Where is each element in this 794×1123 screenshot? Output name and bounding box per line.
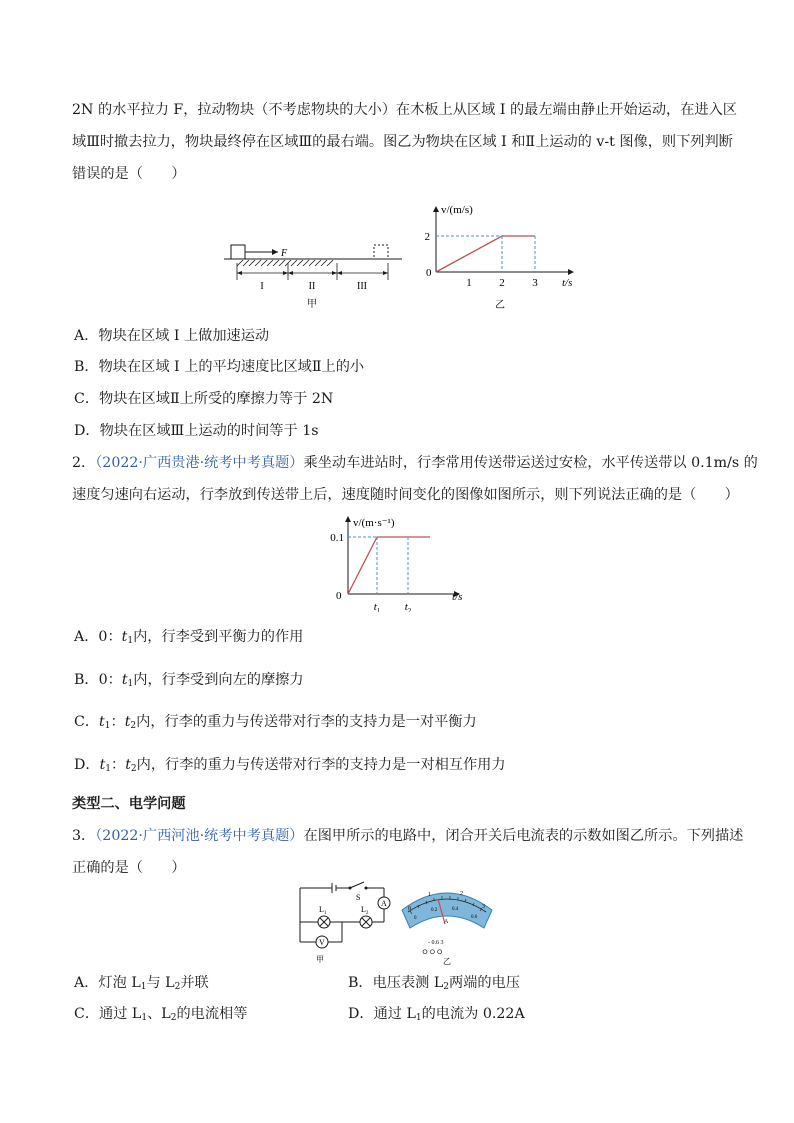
velocity-line: [348, 537, 430, 594]
subscript: 2: [170, 1013, 177, 1023]
q1-option-c[interactable]: C．物块在区域Ⅱ上所受的摩擦力等于 2N: [74, 391, 334, 407]
option-text: 内，行李受到向左的摩擦力: [133, 672, 304, 688]
q1-option-b[interactable]: B．物块在区域 I 上的平均速度比区域Ⅱ上的小: [74, 359, 365, 375]
q2-stem-text: 乘坐动车进站时，行李常用传送带运送过安检，水平传送带以 0.1m/s 的: [303, 455, 758, 471]
q3-option-a[interactable]: [74, 973, 209, 993]
scale-outer-3: 3: [482, 904, 485, 910]
q3-figure-jia-circuit: [292, 880, 400, 970]
scale-outer-2: 2: [460, 891, 463, 897]
scale-outer-1: 1: [428, 892, 431, 898]
q3-option-d[interactable]: [348, 1004, 525, 1024]
q2-number: 2．: [72, 455, 96, 471]
origin-label: 0: [336, 590, 342, 602]
ammeter-label: A: [381, 899, 387, 908]
q2-source: （2022·广西贵港·统考中考真题）: [95, 455, 304, 471]
velocity-line: [436, 236, 535, 272]
option-text: C．通过 L: [74, 1006, 142, 1022]
subscript: 2: [443, 982, 450, 992]
y-axis-label: v/(m/s): [441, 204, 473, 216]
q1-stem-line2: 域Ⅲ时撤去拉力，物块最终停在区域Ⅲ的最右端。图乙为物块在区域 I 和Ⅱ上运动的 v-t 图像，则下列判断: [72, 134, 733, 150]
t-symbol: t: [99, 714, 105, 730]
subscript: 2: [174, 982, 181, 992]
force-label: F: [281, 248, 288, 259]
region-label-3: III: [357, 281, 367, 292]
option-prefix: C．: [74, 714, 100, 730]
y-tick-0.1: 0.1: [330, 532, 344, 544]
scale-inner-0: 0: [414, 916, 417, 921]
option-text: 、L: [147, 1006, 171, 1022]
subscript: 1: [127, 679, 134, 689]
q2-option-c[interactable]: [74, 712, 477, 732]
fig-caption-jia: 甲: [316, 955, 324, 964]
region-label-1: I: [260, 281, 264, 292]
option-text: 的电流相等: [176, 1006, 248, 1022]
subscript: 1: [141, 1013, 148, 1023]
t-symbol: t: [121, 672, 128, 688]
q1-option-d[interactable]: D．物块在区域Ⅲ上运动的时间等于 1s: [74, 423, 319, 439]
subscript: 1: [104, 721, 111, 731]
option-text: B．电压表测 L: [348, 975, 444, 991]
t-symbol: t: [121, 629, 128, 645]
separator: ：: [111, 757, 126, 773]
l1-label: $L_1$: [319, 905, 327, 916]
q3-stem-line1: [72, 826, 743, 846]
q2-stem-line1: [72, 453, 758, 473]
subscript: 1: [127, 636, 134, 646]
q2-figure-vt-graph: [326, 510, 476, 612]
subscript: 1: [105, 764, 112, 774]
x-tick-t1: $t_1$: [373, 601, 381, 612]
q2-option-b[interactable]: [74, 670, 304, 690]
q3-stem-text: 在图甲所示的电路中，闭合开关后电流表的示数如图乙所示。下列描述: [303, 828, 744, 844]
scale-inner-2: 0.4: [452, 907, 459, 912]
option-text: A．灯泡 L: [74, 975, 141, 991]
scale-inner-1: 0.2: [431, 908, 438, 913]
q3-option-c[interactable]: [74, 1004, 247, 1024]
meter-letter: A: [444, 919, 449, 925]
terminal-wires-icon: ഠ ഠ ഠ: [422, 947, 442, 956]
option-text: 内，行李受到平衡力的作用: [133, 629, 304, 645]
q2-option-d[interactable]: [74, 755, 506, 775]
separator: ：: [110, 714, 125, 730]
q2-stem-line2: 速度匀速向右运动，行李放到传送带上后，速度随时间变化的图像如图所示，则下列说法正确的是（ ）: [72, 487, 739, 503]
x-tick-3: 3: [532, 277, 538, 289]
t-symbol: t: [99, 757, 106, 773]
q1-stem-line3: 错误的是（ ）: [72, 166, 186, 182]
scale-outer-0: 0: [408, 906, 411, 912]
t-symbol: t: [125, 757, 131, 773]
option-prefix: A．0：: [74, 629, 122, 645]
fig-caption-yi: 乙: [495, 300, 505, 311]
voltmeter-label: V: [319, 938, 325, 947]
option-text: 内，行李的重力与传送带对行李的支持力是一对平衡力: [136, 714, 477, 730]
q3-option-b[interactable]: [348, 973, 520, 993]
subscript: 2: [130, 764, 137, 774]
subscript: 2: [130, 721, 137, 731]
q3-source: （2022·广西河池·统考中考真题）: [95, 828, 304, 844]
terminals-label: - 0.6 3: [428, 940, 444, 946]
option-prefix: D．: [74, 757, 100, 773]
option-text: 并联: [180, 975, 209, 991]
region-label-2: II: [308, 281, 316, 292]
q1-figure-yi-vt-graph: [420, 198, 580, 314]
q3-stem-line2: 正确的是（ ）: [72, 860, 186, 876]
section-title: 类型二、电学问题: [72, 796, 186, 812]
q3-number: 3．: [72, 828, 96, 844]
fig-caption-jia: 甲: [307, 299, 317, 310]
block: [231, 245, 245, 259]
option-text: 内，行李的重力与传送带对行李的支持力是一对相互作用力: [136, 757, 506, 773]
origin-label: 0: [426, 267, 432, 279]
option-text: D．通过 L: [348, 1006, 416, 1022]
t-symbol: t: [124, 714, 131, 730]
q3-figure-yi-ammeter: [398, 882, 496, 968]
switch-label: S: [356, 893, 361, 902]
l2-label: $L_2$: [361, 905, 369, 916]
x-axis-label: t/s: [562, 277, 573, 289]
q1-option-a[interactable]: A．物块在区域 I 上做加速运动: [74, 328, 270, 344]
block-final: [374, 245, 388, 259]
switch-blade: [350, 882, 364, 888]
option-text: 的电流为 0.22A: [421, 1006, 525, 1022]
subscript: 1: [415, 1013, 422, 1023]
y-axis-label: v/(m·s⁻¹): [353, 517, 395, 529]
option-prefix: B．0：: [74, 672, 122, 688]
x-axis-label: t/s: [452, 591, 463, 603]
q1-stem-line1: 2N 的水平拉力 F，拉动物块（不考虑物块的大小）在木板上从区域 I 的最左端由静止开始运动，在进入区: [72, 102, 737, 118]
y-tick-2: 2: [424, 231, 430, 243]
q2-option-a[interactable]: [74, 627, 303, 647]
subscript: 1: [140, 982, 147, 992]
q1-figure-jia: [222, 236, 408, 312]
x-tick-2: 2: [499, 277, 505, 289]
force-arrow: [272, 249, 278, 255]
x-tick-1: 1: [466, 277, 472, 289]
fig-caption-yi: 乙: [443, 957, 451, 966]
x-tick-t2: $t_2$: [404, 601, 412, 612]
option-text: 两端的电压: [449, 975, 520, 991]
scale-inner-3: 0.6: [471, 915, 478, 920]
option-text: 与 L: [146, 975, 175, 991]
